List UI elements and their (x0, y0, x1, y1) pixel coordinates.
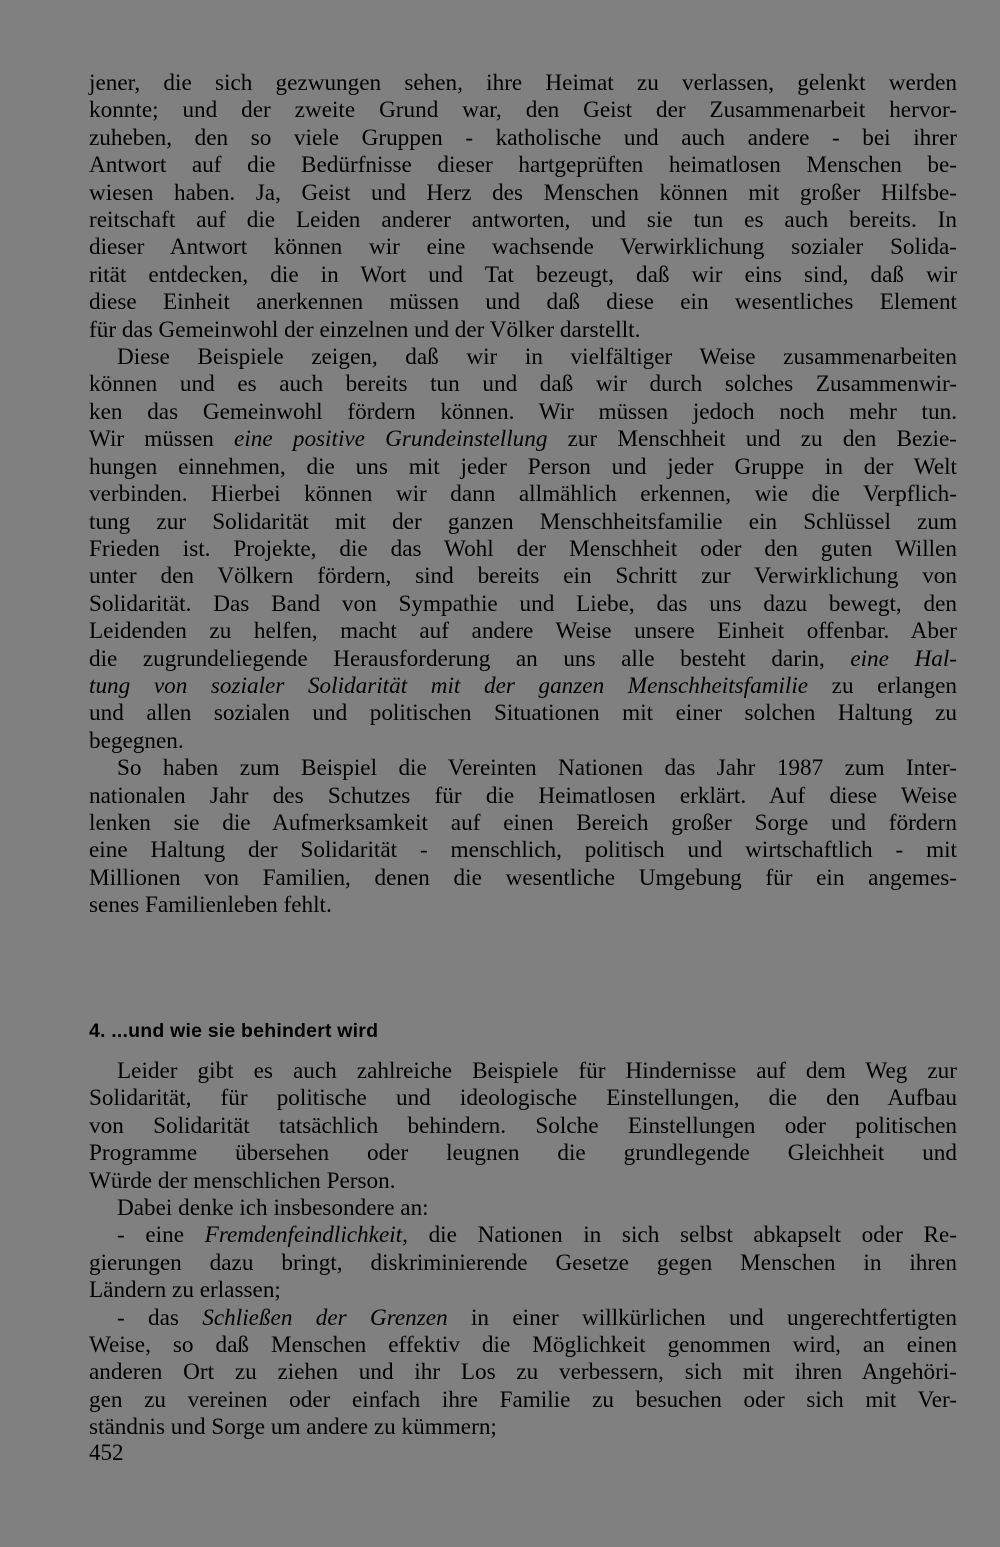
text-segment: Weise, so daß Menschen effektiv die Möglichkeit genommen wird, an einen (89, 1332, 957, 1359)
text-segment: So haben zum Beispiel die Vereinten Nationen das Jahr 1987 zum Inter- (117, 755, 957, 782)
text-segment: diese Einheit anerkennen müssen und daß diese ein wesentliches Element (89, 289, 957, 316)
text-segment: reitschaft auf die Leiden anderer antworten, und sie tun es auch bereits. In (89, 207, 957, 234)
text-line (89, 700, 957, 727)
text-line (89, 1140, 957, 1167)
text-line (89, 837, 957, 864)
text-segment: Würde der menschlichen Person. (89, 1167, 396, 1194)
italic-text: eine positive Grundeinstellung (234, 426, 548, 453)
text-segment: ständnis und Sorge um andere zu kümmern; (89, 1414, 497, 1441)
text-segment: hungen einnehmen, die uns mit jeder Person und jeder Gruppe in der Welt (89, 453, 957, 480)
text-segment: verbinden. Hierbei können wir dann allmählich erkennen, wie die Verpflich- (89, 481, 957, 508)
italic-text: tung von sozialer Solidarität mit der ganzen Menschheitsfamilie (89, 672, 809, 699)
text-segment: Ländern zu erlassen; (89, 1277, 281, 1304)
text-line (89, 673, 957, 700)
text-segment: begegnen. (89, 727, 184, 754)
text-segment: Dabei denke ich insbesondere an: (117, 1195, 429, 1222)
text-line (89, 97, 957, 124)
text-segment: gen zu vereinen oder einfach ihre Familie zu besuchen oder sich mit Ver- (89, 1386, 957, 1413)
text-line (89, 509, 957, 536)
text-line (89, 892, 957, 919)
text-segment: unter den Völkern fördern, sind bereits ein Schritt zur Verwirklichung von (89, 563, 957, 590)
text-line (89, 70, 957, 97)
text-line (89, 317, 957, 344)
body-text-bottom (89, 1058, 957, 1442)
text-segment: zur Menschheit und zu den Bezie- (547, 426, 957, 453)
italic-text: eine Hal- (850, 645, 958, 672)
body-text-top (89, 70, 957, 920)
text-line (89, 1277, 957, 1304)
text-line (89, 234, 957, 261)
italic-text: Fremdenfeindlichkeit, (204, 1222, 408, 1249)
text-line (89, 207, 957, 234)
text-segment: von Solidarität tatsächlich behindern. Solche Einstellungen oder politischen (89, 1112, 957, 1139)
text-line (89, 344, 957, 371)
section-heading: 4. ...und wie sie behindert wird (89, 1020, 379, 1042)
text-line (89, 1222, 957, 1249)
text-segment: Leidenden zu helfen, macht auf andere Weise unsere Einheit offenbar. Aber (89, 618, 957, 645)
page-number: 452 (89, 1440, 124, 1465)
text-line (89, 536, 957, 563)
text-line (89, 1387, 957, 1414)
text-line (89, 1414, 957, 1441)
text-line (89, 865, 957, 892)
text-segment: für das Gemeinwohl der einzelnen und der Völker darstellt. (89, 316, 641, 343)
text-line (89, 454, 957, 481)
text-segment: Millionen von Familien, denen die wesentliche Umgebung für ein angemes- (89, 864, 957, 891)
text-segment: rität entdecken, die in Wort und Tat bezeugt, daß wir eins sind, daß wir (89, 261, 957, 288)
text-line (89, 1113, 957, 1140)
text-line (89, 371, 957, 398)
text-segment: ken das Gemeinwohl fördern können. Wir müssen jedoch noch mehr tun. (89, 398, 957, 425)
text-line (89, 125, 957, 152)
text-line (89, 1168, 957, 1195)
text-segment: Solidarität, für politische und ideologische Einstellungen, die den Aufbau (89, 1085, 957, 1112)
text-segment: dieser Antwort können wir eine wachsende Verwirklichung sozialer Solida- (89, 234, 957, 261)
text-segment: anderen Ort zu ziehen und ihr Los zu verbessern, sich mit ihren Angehöri- (89, 1359, 957, 1386)
text-segment: und allen sozialen und politischen Situationen mit einer solchen Haltung zu (89, 700, 957, 727)
text-line (89, 1250, 957, 1277)
text-segment: nationalen Jahr des Schutzes für die Heimatlosen erklärt. Auf diese Weise (89, 782, 957, 809)
text-line (89, 1058, 957, 1085)
text-segment: die zugrundeliegende Herausforderung an uns alle besteht darin, (89, 645, 851, 672)
text-line (89, 1359, 957, 1386)
text-line (89, 591, 957, 618)
text-line (89, 426, 957, 453)
text-segment: Antwort auf die Bedürfnisse dieser hartgeprüften heimatlosen Menschen be- (89, 152, 957, 179)
text-segment: können und es auch bereits tun und daß wir durch solches Zusammenwir- (89, 371, 957, 398)
text-segment: zuheben, den so viele Gruppen - katholische und auch andere - bei ihrer (89, 124, 957, 151)
text-line (89, 152, 957, 179)
text-line (89, 618, 957, 645)
text-line (89, 180, 957, 207)
text-segment: tung zur Solidarität mit der ganzen Menschheitsfamilie ein Schlüssel zum (89, 508, 957, 535)
text-segment: Leider gibt es auch zahlreiche Beispiele für Hindernisse auf dem Weg zur (117, 1058, 957, 1084)
text-segment: - eine (117, 1222, 205, 1249)
text-segment: in einer willkürlichen und ungerechtfertigten (447, 1304, 958, 1331)
text-line (89, 783, 957, 810)
italic-text: Schließen der Grenzen (202, 1304, 448, 1331)
text-segment: lenken sie die Aufmerksamkeit auf einen Bereich großer Sorge und fördern (89, 809, 957, 836)
text-line (89, 755, 957, 782)
text-segment: Solidarität. Das Band von Sympathie und Liebe, das uns dazu bewegt, den (89, 590, 957, 617)
text-line (89, 1332, 957, 1359)
text-line (89, 262, 957, 289)
text-segment: wiesen haben. Ja, Geist und Herz des Menschen können mit großer Hilfsbe- (89, 179, 957, 206)
text-segment: senes Familienleben fehlt. (89, 892, 332, 919)
text-segment: gierungen dazu bringt, diskriminierende Gesetze gegen Menschen in ihren (89, 1249, 957, 1276)
text-line (89, 728, 957, 755)
text-segment: Programme übersehen oder leugnen die grundlegende Gleichheit und (89, 1140, 957, 1167)
text-line (89, 481, 957, 508)
text-line (89, 289, 957, 316)
text-segment: Diese Beispiele zeigen, daß wir in vielfältiger Weise zusammenarbeiten (117, 344, 957, 371)
text-line (89, 399, 957, 426)
text-segment: Wir müssen (89, 426, 235, 453)
text-line (89, 646, 957, 673)
text-segment: die Nationen in sich selbst abkapselt oder Re- (407, 1222, 957, 1249)
text-line (89, 1085, 957, 1112)
text-line (89, 1195, 957, 1222)
text-line (89, 1305, 957, 1332)
text-line (89, 810, 957, 837)
text-segment: zu erlangen (808, 672, 957, 699)
text-line (89, 563, 957, 590)
text-segment: - das (117, 1304, 203, 1331)
text-segment: eine Haltung der Solidarität - menschlich, politisch und wirtschaftlich - mit (89, 837, 957, 864)
text-segment: Frieden ist. Projekte, die das Wohl der Menschheit oder den guten Willen (89, 535, 957, 562)
text-segment: jener, die sich gezwungen sehen, ihre Heimat zu verlassen, gelenkt werden (89, 70, 957, 96)
text-segment: konnte; und der zweite Grund war, den Geist der Zusammenarbeit hervor- (89, 97, 957, 124)
